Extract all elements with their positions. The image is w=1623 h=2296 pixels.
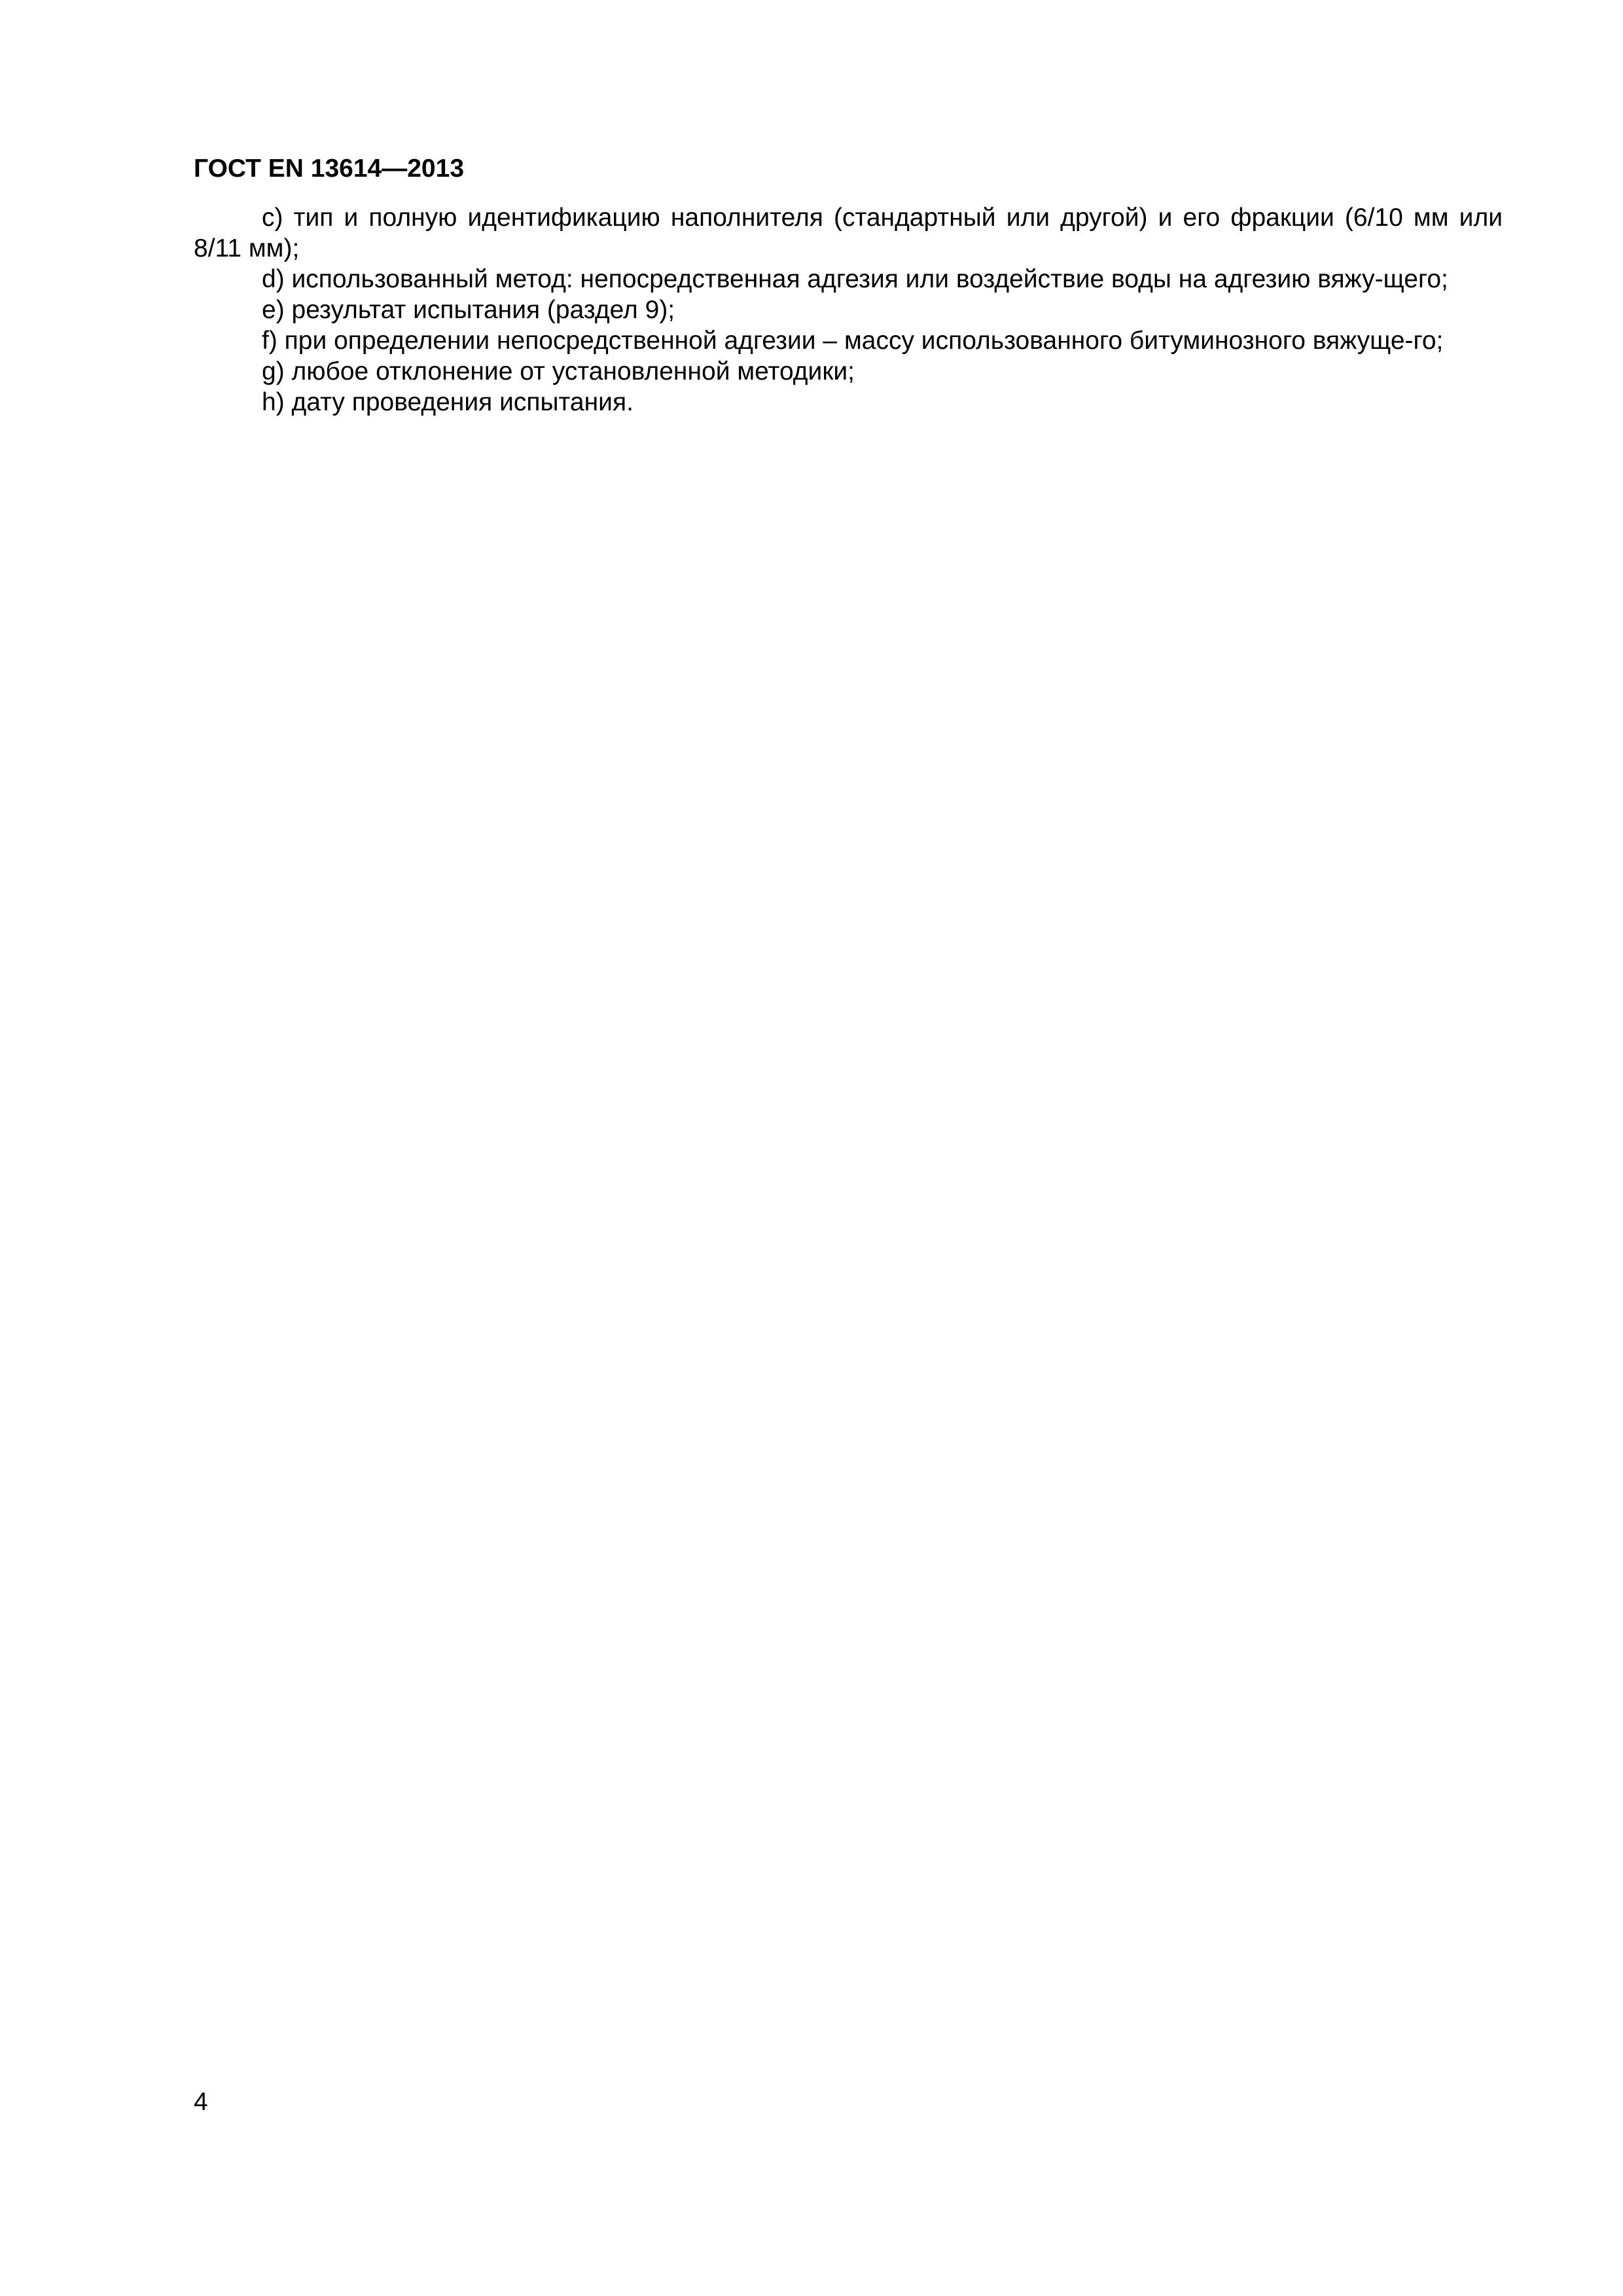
page-number: 4	[194, 2088, 208, 2116]
document-code: ГОСТ EN 13614—2013	[194, 154, 465, 183]
list-item-e: e) результат испытания (раздел 9);	[262, 296, 675, 324]
list-item-h: h) дату проведения испытания.	[262, 388, 633, 416]
report-items-list	[194, 202, 1503, 418]
list-item-d: d) использованный метод: непосредственная адгезия или воздействие воды на адгезию вяжу-щего;	[262, 265, 1448, 293]
list-item-g: g) любое отклонение от установленной методики;	[262, 357, 855, 386]
list-item-f: f) при определении непосредственной адгезии – массу использованного битуминозного вяжуще-го;	[262, 327, 1444, 355]
list-item-c: c) тип и полную идентификацию наполнителя (стандартный или другой) и его фракции (6/10 мм или 8/11 мм);	[194, 204, 1503, 262]
